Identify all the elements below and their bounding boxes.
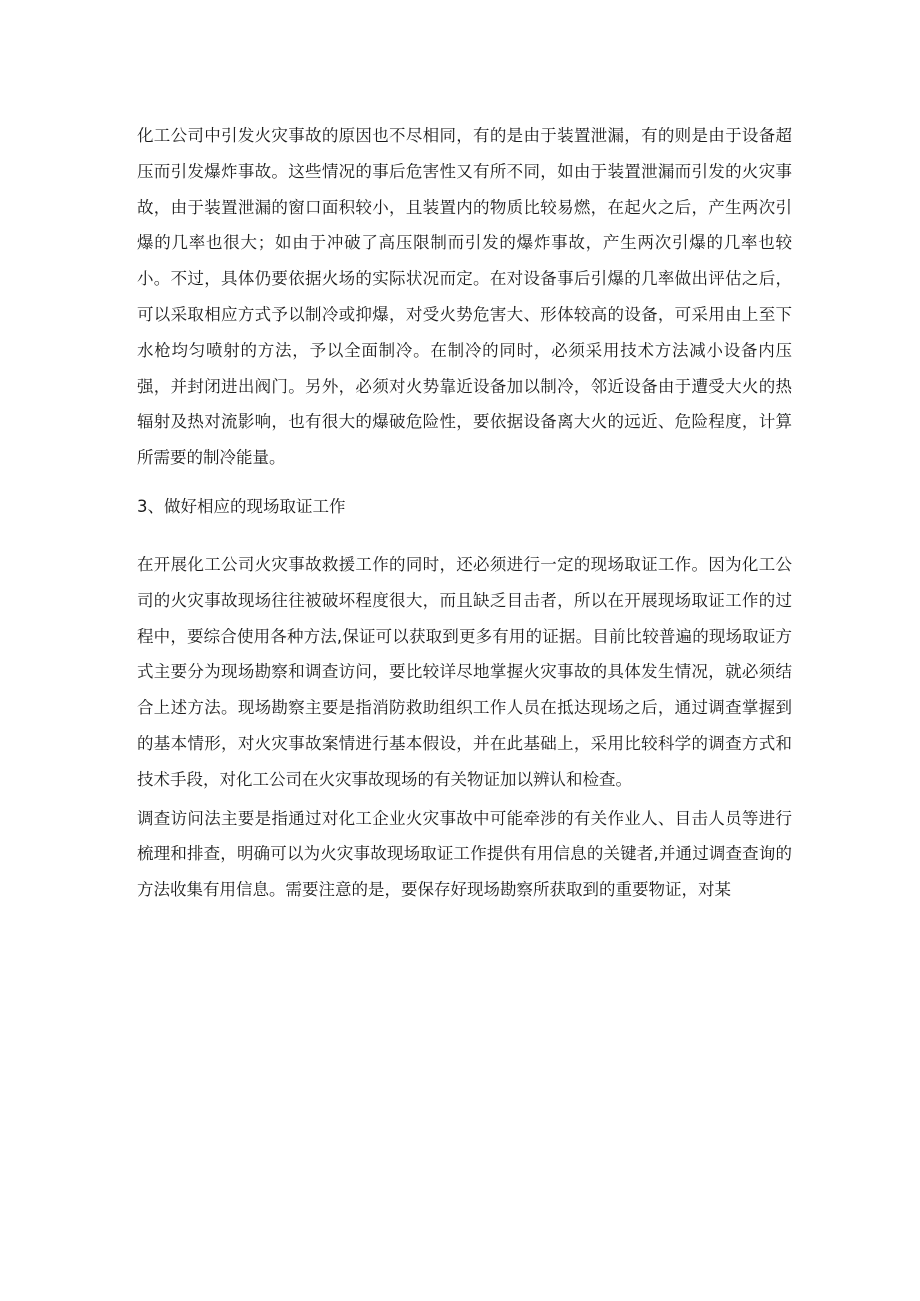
- paragraph-evidence-collection: 在开展化工公司火灾事故救援工作的同时，还必须进行一定的现场取证工作。因为化工公司的火灾事故现场往往被破坏程度很大，而且缺乏目击者，所以在开展现场取证工作的过程中，要综合使用各种方法,保证可以获取到更多有用的证据。目前比较普遍的现场取证方式主要分为现场勘察和调查访问，要比较详尽地掌握火灾事故的具体发生情况，就必须结合上述方法。现场勘察主要是指消防救助组织工作人员在抵达现场之后，通过调查掌握到的基本情形，对火灾事故案情进行基本假设，并在此基础上，采用比较科学的调查方式和技术手段，对化工公司在火灾事故现场的有关物证加以辨认和检查。: [137, 554, 792, 789]
- document-body: [137, 118, 792, 908]
- section-heading-evidence: 3、做好相应的现场取证工作: [137, 496, 346, 516]
- paragraph-investigation-interview: 调查访问法主要是指通过对化工企业火灾事故中可能牵涉的有关作业人、目击人员等进行梳理和排查，明确可以为火灾事故现场取证工作提供有用信息的关键者,并通过调查查询的方法收集有用信息。需要注意的是，要保存好现场勘察所获取到的重要物证，对某: [137, 808, 792, 900]
- paragraph-fire-causes: 化工公司中引发火灾事故的原因也不尽相同，有的是由于装置泄漏，有的则是由于设备超压而引发爆炸事故。这些情况的事后危害性又有所不同，如由于装置泄漏而引发的火灾事故，由于装置泄漏的窗口面积较小，且装置内的物质比较易燃，在起火之后，产生两次引爆的几率也很大；如由于冲破了高压限制而引发的爆炸事故，产生两次引爆的几率也较小。不过，具体仍要依据火场的实际状况而定。在对设备事后引爆的几率做出评估之后，可以采取相应方式予以制冷或抑爆，对受火势危害大、形体较高的设备，可采用由上至下水枪均匀喷射的方法，予以全面制冷。在制冷的同时，必须采用技术方法减小设备内压强，并封闭进出阀门。另外，必须对火势靠近设备加以制冷，邻近设备由于遭受大火的热辐射及热对流影响，也有很大的爆破危险性，要依据设备离大火的远近、危险程度，计算所需要的制冷能量。: [137, 126, 792, 468]
